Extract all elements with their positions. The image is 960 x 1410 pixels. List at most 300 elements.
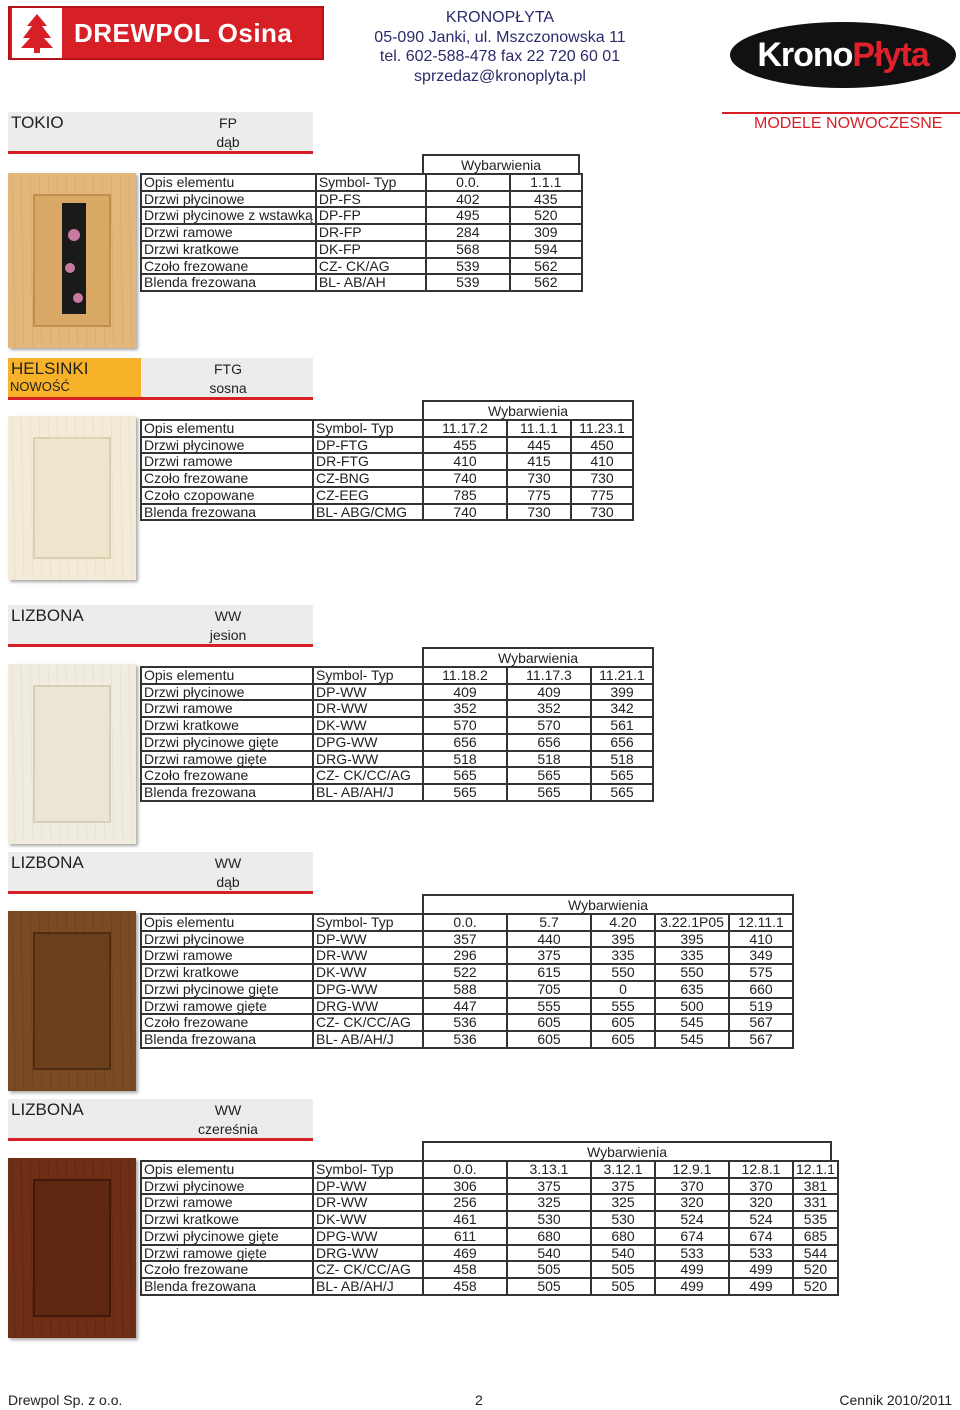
table-row [141, 1228, 838, 1245]
element-description: Drzwi płycinowe [141, 191, 316, 208]
price-cell: 575 [729, 964, 793, 981]
element-symbol: DP-FS [316, 191, 426, 208]
company-info [340, 8, 660, 86]
price-cell: 611 [423, 1228, 507, 1245]
price-cell: 656 [507, 734, 591, 751]
price-cell: 445 [507, 437, 571, 454]
price-table [140, 173, 583, 292]
element-description: Drzwi ramowe gięte [141, 1245, 313, 1262]
price-cell: 705 [507, 981, 591, 998]
element-description: Drzwi płycinowe [141, 684, 313, 701]
price-cell: 450 [571, 437, 633, 454]
model-header [8, 112, 313, 154]
door-sample-image [8, 416, 136, 580]
element-symbol: DPG-WW [313, 734, 423, 751]
element-description: Czoło frezowane [141, 258, 316, 275]
price-cell: 555 [507, 998, 591, 1015]
element-symbol: DK-WW [313, 964, 423, 981]
element-symbol: DK-WW [313, 717, 423, 734]
company-address: 05-090 Janki, ul. Mszczonowska 11 [374, 28, 626, 46]
element-symbol: DR-FP [316, 224, 426, 241]
element-description: Drzwi ramowe [141, 453, 313, 470]
price-cell: 395 [591, 931, 655, 948]
header-symbol: Symbol- Typ [313, 667, 423, 684]
price-cell: 674 [729, 1228, 793, 1245]
footer-page-number: 2 [475, 1392, 483, 1408]
table-header-row [141, 174, 582, 191]
header-color-code: 4.20 [591, 914, 655, 931]
element-symbol: DP-WW [313, 1178, 423, 1195]
element-symbol: CZ- CK/AG [316, 258, 426, 275]
model-name: HELSINKI [11, 359, 89, 378]
kronoplyta-logo-text-a: Krono [757, 35, 853, 74]
price-cell: 533 [729, 1245, 793, 1262]
element-description: Drzwi płycinowe gięte [141, 1228, 313, 1245]
price-cell: 410 [423, 453, 507, 470]
table-row [141, 700, 653, 717]
element-symbol: BL- AB/AH [316, 274, 426, 291]
element-description: Drzwi płycinowe [141, 931, 313, 948]
wood-type: dąb [216, 134, 240, 150]
wood-type: sosna [209, 380, 247, 396]
price-cell: 309 [510, 224, 582, 241]
price-cell: 775 [571, 487, 633, 504]
colors-header: Wybarwienia [422, 400, 634, 420]
door-sample-image [8, 173, 136, 348]
price-cell: 539 [426, 258, 510, 275]
price-cell: 615 [507, 964, 591, 981]
price-cell: 381 [793, 1178, 838, 1195]
model-name: TOKIO [11, 113, 64, 132]
wood-type: czereśnia [198, 1121, 258, 1137]
model-code-block [168, 854, 288, 892]
element-description: Drzwi kratkowe [141, 1211, 313, 1228]
table-row [141, 1211, 838, 1228]
price-cell: 296 [423, 947, 507, 964]
price-cell: 505 [507, 1261, 591, 1278]
header-color-code: 12.9.1 [655, 1161, 729, 1178]
price-cell: 505 [591, 1278, 655, 1295]
header-description: Opis elementu [141, 420, 313, 437]
price-cell: 565 [507, 784, 591, 801]
new-badge: NOWOŚĆ [10, 379, 70, 394]
header-description: Opis elementu [141, 667, 313, 684]
price-cell: 588 [423, 981, 507, 998]
price-cell: 399 [591, 684, 653, 701]
model-code-block [168, 1101, 288, 1139]
tree-icon [12, 8, 62, 58]
price-cell: 565 [591, 767, 653, 784]
header-color-code: 11.17.3 [507, 667, 591, 684]
model-code: WW [214, 855, 242, 871]
company-email: sprzedaz@kronoplyta.pl [414, 67, 586, 85]
table-row [141, 751, 653, 768]
price-cell: 409 [423, 684, 507, 701]
price-cell: 605 [507, 1014, 591, 1031]
table-row [141, 947, 793, 964]
table-header-row [141, 420, 633, 437]
header-color-code: 3.12.1 [591, 1161, 655, 1178]
price-cell: 594 [510, 241, 582, 258]
price-cell: 518 [507, 751, 591, 768]
door-sample-image [8, 664, 136, 844]
model-name: LIZBONA [11, 606, 84, 625]
element-description: Czoło frezowane [141, 767, 313, 784]
header-color-code: 11.17.2 [423, 420, 507, 437]
price-cell: 740 [423, 470, 507, 487]
price-cell: 660 [729, 981, 793, 998]
model-name: LIZBONA [11, 853, 84, 872]
price-cell: 410 [729, 931, 793, 948]
model-code: WW [214, 1102, 242, 1118]
price-cell: 461 [423, 1211, 507, 1228]
table-header-row [141, 1161, 838, 1178]
element-symbol: DRG-WW [313, 751, 423, 768]
header-symbol: Symbol- Typ [316, 174, 426, 191]
price-cell: 730 [571, 470, 633, 487]
footer-company: Drewpol Sp. z o.o. [8, 1392, 123, 1408]
element-symbol: BL- AB/AH/J [313, 1031, 423, 1048]
table-row [141, 998, 793, 1015]
table-row [141, 734, 653, 751]
table-row [141, 767, 653, 784]
price-cell: 458 [423, 1278, 507, 1295]
price-cell: 656 [591, 734, 653, 751]
table-row [141, 1261, 838, 1278]
price-cell: 410 [571, 453, 633, 470]
table-row [141, 1194, 838, 1211]
element-description: Drzwi płycinowe gięte [141, 734, 313, 751]
element-symbol: DP-WW [313, 684, 423, 701]
table-row [141, 1014, 793, 1031]
price-cell: 635 [655, 981, 729, 998]
price-cell: 518 [423, 751, 507, 768]
kronoplyta-logo-text-b: Płyta [852, 35, 929, 74]
element-description: Czoło frezowane [141, 1261, 313, 1278]
price-cell: 435 [510, 191, 582, 208]
table-row [141, 1178, 838, 1195]
price-cell: 409 [507, 684, 591, 701]
wood-type: jesion [209, 627, 247, 643]
element-symbol: DP-FTG [313, 437, 423, 454]
price-cell: 499 [655, 1278, 729, 1295]
price-cell: 519 [729, 998, 793, 1015]
price-cell: 402 [426, 191, 510, 208]
table-header-row [141, 914, 793, 931]
model-code-block [168, 114, 288, 152]
element-description: Blenda frezowana [141, 1278, 313, 1295]
element-symbol: CZ- CK/CC/AG [313, 767, 423, 784]
element-symbol: DR-WW [313, 700, 423, 717]
price-table [140, 419, 634, 521]
element-symbol: DR-FTG [313, 453, 423, 470]
price-cell: 370 [729, 1178, 793, 1195]
price-cell: 567 [729, 1014, 793, 1031]
element-symbol: BL- AB/AH/J [313, 784, 423, 801]
element-description: Blenda frezowana [141, 274, 316, 291]
price-cell: 415 [507, 453, 571, 470]
element-symbol: BL- ABG/CMG [313, 504, 423, 521]
model-header [8, 358, 313, 400]
price-cell: 520 [510, 207, 582, 224]
table-row [141, 717, 653, 734]
price-cell: 605 [591, 1031, 655, 1048]
price-cell: 570 [507, 717, 591, 734]
element-symbol: DPG-WW [313, 1228, 423, 1245]
element-symbol: DK-WW [313, 1211, 423, 1228]
price-cell: 469 [423, 1245, 507, 1262]
table-row [141, 487, 633, 504]
price-cell: 0 [591, 981, 655, 998]
header-symbol: Symbol- Typ [313, 420, 423, 437]
price-cell: 440 [507, 931, 591, 948]
price-cell: 535 [793, 1211, 838, 1228]
table-row [141, 191, 582, 208]
header-color-code: 0.0. [426, 174, 510, 191]
price-cell: 680 [591, 1228, 655, 1245]
header-color-code: 11.1.1 [507, 420, 571, 437]
element-symbol: DRG-WW [313, 1245, 423, 1262]
model-code-block [168, 360, 288, 398]
footer-catalog: Cennik 2010/2011 [839, 1392, 952, 1408]
price-cell: 570 [423, 717, 507, 734]
element-symbol: DRG-WW [313, 998, 423, 1015]
header-description: Opis elementu [141, 914, 313, 931]
price-cell: 565 [423, 767, 507, 784]
element-description: Czoło czopowane [141, 487, 313, 504]
drewpol-logo [8, 6, 324, 60]
price-cell: 505 [507, 1278, 591, 1295]
element-description: Drzwi płycinowe gięte [141, 981, 313, 998]
header-color-code: 11.18.2 [423, 667, 507, 684]
element-symbol: BL- AB/AH/J [313, 1278, 423, 1295]
element-symbol: DR-WW [313, 947, 423, 964]
model-code-block [168, 607, 288, 645]
element-description: Drzwi płycinowe z wstawką [141, 207, 316, 224]
element-symbol: CZ- CK/CC/AG [313, 1014, 423, 1031]
price-cell: 505 [591, 1261, 655, 1278]
price-cell: 567 [729, 1031, 793, 1048]
table-row [141, 224, 582, 241]
model-name: LIZBONA [11, 1100, 84, 1119]
price-cell: 335 [591, 947, 655, 964]
drewpol-brand-text: DREWPOL Osina [74, 17, 293, 48]
table-row [141, 437, 633, 454]
table-row [141, 453, 633, 470]
price-cell: 331 [793, 1194, 838, 1211]
price-cell: 605 [507, 1031, 591, 1048]
table-row [141, 258, 582, 275]
element-description: Blenda frezowana [141, 1031, 313, 1048]
price-cell: 565 [423, 784, 507, 801]
price-cell: 495 [426, 207, 510, 224]
price-cell: 533 [655, 1245, 729, 1262]
company-name: KRONOPŁYTA [445, 9, 555, 26]
header-color-code: 0.0. [423, 914, 507, 931]
price-cell: 320 [729, 1194, 793, 1211]
price-cell: 562 [510, 258, 582, 275]
door-sample-image [8, 911, 136, 1091]
price-cell: 540 [591, 1245, 655, 1262]
header-symbol: Symbol- Typ [313, 1161, 423, 1178]
model-code: FP [219, 115, 237, 131]
header-color-code: 12.11.1 [729, 914, 793, 931]
price-cell: 520 [793, 1278, 838, 1295]
table-row [141, 470, 633, 487]
element-symbol: DP-WW [313, 931, 423, 948]
price-cell: 561 [591, 717, 653, 734]
price-cell: 740 [423, 504, 507, 521]
table-row [141, 931, 793, 948]
element-description: Drzwi ramowe [141, 700, 313, 717]
table-row [141, 504, 633, 521]
model-header [8, 852, 313, 894]
price-cell: 499 [729, 1278, 793, 1295]
price-cell: 500 [655, 998, 729, 1015]
header-color-code: 1.1.1 [510, 174, 582, 191]
element-description: Drzwi ramowe [141, 1194, 313, 1211]
header-symbol: Symbol- Typ [313, 914, 423, 931]
model-header [8, 605, 313, 647]
table-row [141, 684, 653, 701]
price-table [140, 666, 654, 802]
price-cell: 342 [591, 700, 653, 717]
price-cell: 540 [507, 1245, 591, 1262]
price-cell: 565 [591, 784, 653, 801]
table-row [141, 207, 582, 224]
price-cell: 325 [507, 1194, 591, 1211]
element-symbol: CZ- CK/CC/AG [313, 1261, 423, 1278]
element-description: Drzwi płycinowe [141, 437, 313, 454]
element-description: Blenda frezowana [141, 784, 313, 801]
price-cell: 605 [591, 1014, 655, 1031]
price-cell: 545 [655, 1014, 729, 1031]
price-cell: 284 [426, 224, 510, 241]
table-header-row [141, 667, 653, 684]
price-cell: 524 [729, 1211, 793, 1228]
table-row [141, 981, 793, 998]
price-cell: 656 [423, 734, 507, 751]
header-description: Opis elementu [141, 1161, 313, 1178]
price-cell: 256 [423, 1194, 507, 1211]
price-cell: 352 [507, 700, 591, 717]
price-cell: 545 [655, 1031, 729, 1048]
table-row [141, 964, 793, 981]
wood-type: dąb [216, 874, 240, 890]
price-cell: 499 [655, 1261, 729, 1278]
price-cell: 544 [793, 1245, 838, 1262]
element-description: Czoło frezowane [141, 470, 313, 487]
header-color-code: 3.22.1P05 [655, 914, 729, 931]
price-cell: 395 [655, 931, 729, 948]
header-color-code: 11.21.1 [591, 667, 653, 684]
table-row [141, 1031, 793, 1048]
door-sample-image [8, 1158, 136, 1338]
table-row [141, 784, 653, 801]
element-description: Drzwi płycinowe [141, 1178, 313, 1195]
header-color-code: 11.23.1 [571, 420, 633, 437]
model-header [8, 1099, 313, 1141]
price-cell: 775 [507, 487, 571, 504]
header-color-code: 12.8.1 [729, 1161, 793, 1178]
price-cell: 680 [507, 1228, 591, 1245]
element-symbol: DP-FP [316, 207, 426, 224]
element-description: Blenda frezowana [141, 504, 313, 521]
price-cell: 530 [591, 1211, 655, 1228]
price-cell: 730 [507, 504, 571, 521]
price-cell: 325 [591, 1194, 655, 1211]
element-description: Drzwi ramowe gięte [141, 751, 313, 768]
header-color-code: 0.0. [423, 1161, 507, 1178]
category-label: MODELE NOWOCZESNE [722, 112, 960, 132]
element-description: Drzwi kratkowe [141, 241, 316, 258]
model-code: FTG [214, 361, 242, 377]
price-cell: 306 [423, 1178, 507, 1195]
price-cell: 499 [729, 1261, 793, 1278]
element-description: Drzwi ramowe [141, 224, 316, 241]
colors-header: Wybarwienia [422, 647, 654, 667]
price-cell: 375 [507, 1178, 591, 1195]
price-table [140, 1160, 839, 1296]
price-cell: 375 [591, 1178, 655, 1195]
table-row [141, 1278, 838, 1295]
element-description: Drzwi ramowe [141, 947, 313, 964]
price-cell: 520 [793, 1261, 838, 1278]
price-cell: 335 [655, 947, 729, 964]
element-symbol: CZ-BNG [313, 470, 423, 487]
price-cell: 562 [510, 274, 582, 291]
colors-header: Wybarwienia [422, 154, 580, 174]
price-cell: 352 [423, 700, 507, 717]
element-description: Drzwi kratkowe [141, 964, 313, 981]
kronoplyta-logo [730, 22, 956, 88]
element-symbol: DK-FP [316, 241, 426, 258]
element-symbol: DR-WW [313, 1194, 423, 1211]
price-cell: 785 [423, 487, 507, 504]
price-cell: 522 [423, 964, 507, 981]
price-cell: 536 [423, 1014, 507, 1031]
company-phone: tel. 602-588-478 fax 22 720 60 01 [379, 48, 621, 65]
price-cell: 550 [655, 964, 729, 981]
colors-header: Wybarwienia [422, 1141, 832, 1161]
price-cell: 550 [591, 964, 655, 981]
price-cell: 674 [655, 1228, 729, 1245]
element-symbol: DPG-WW [313, 981, 423, 998]
element-symbol: CZ-EEG [313, 487, 423, 504]
price-cell: 536 [423, 1031, 507, 1048]
price-cell: 524 [655, 1211, 729, 1228]
header-color-code: 5.7 [507, 914, 591, 931]
price-cell: 370 [655, 1178, 729, 1195]
price-cell: 518 [591, 751, 653, 768]
header-color-code: 3.13.1 [507, 1161, 591, 1178]
element-description: Drzwi kratkowe [141, 717, 313, 734]
element-description: Drzwi ramowe gięte [141, 998, 313, 1015]
price-cell: 730 [571, 504, 633, 521]
price-cell: 320 [655, 1194, 729, 1211]
price-cell: 357 [423, 931, 507, 948]
header-color-code: 12.1.1 [793, 1161, 838, 1178]
price-table [140, 913, 794, 1049]
colors-header: Wybarwienia [422, 894, 794, 914]
table-row [141, 241, 582, 258]
price-cell: 539 [426, 274, 510, 291]
element-description: Czoło frezowane [141, 1014, 313, 1031]
price-cell: 375 [507, 947, 591, 964]
price-cell: 568 [426, 241, 510, 258]
price-cell: 447 [423, 998, 507, 1015]
header-description: Opis elementu [141, 174, 316, 191]
